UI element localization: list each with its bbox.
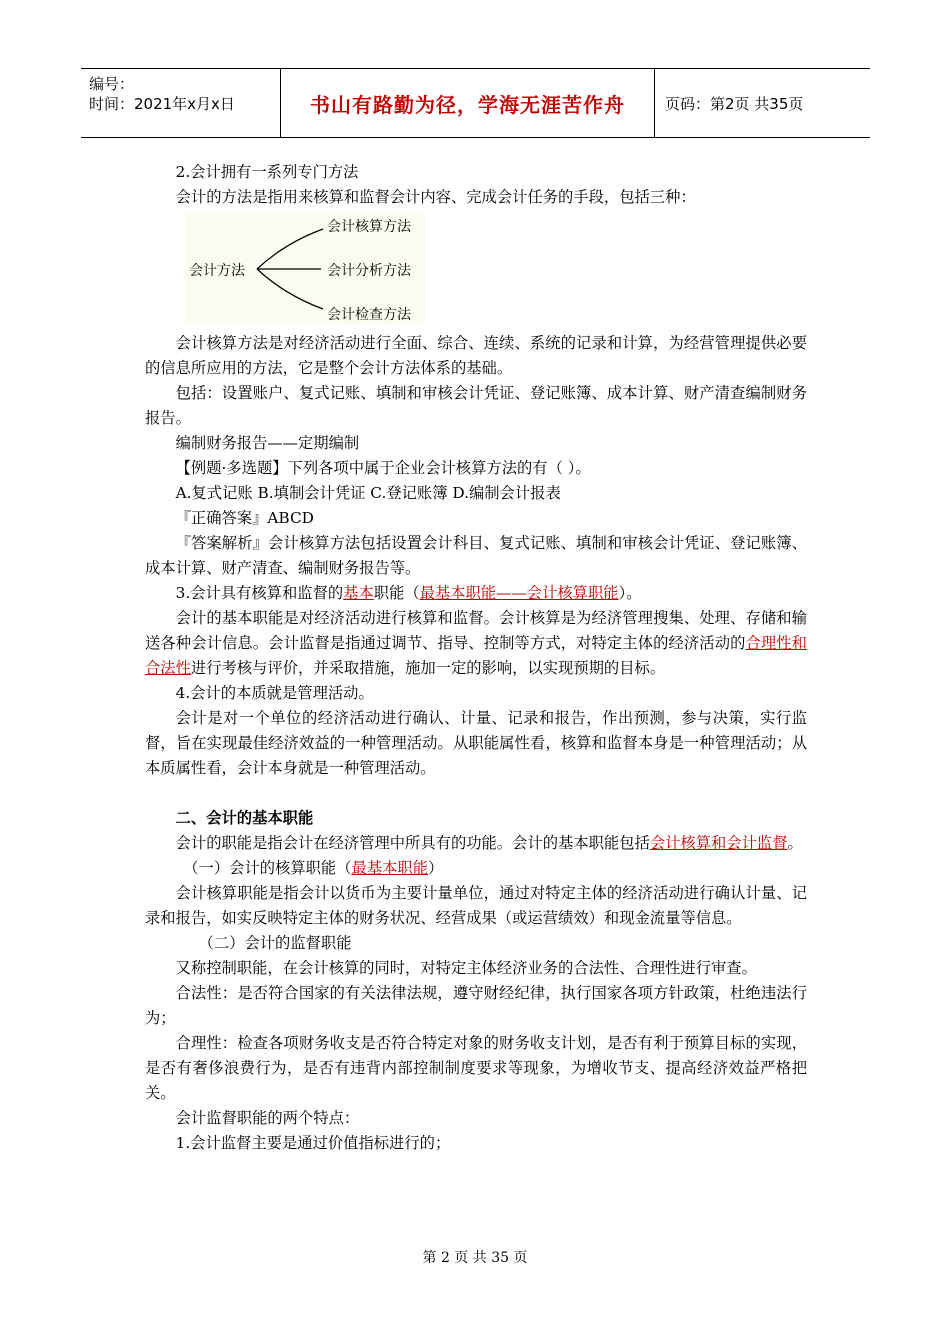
motto: 书山有路勤为径，学海无涯苦作舟: [310, 92, 625, 117]
paragraph: 包括：设置账户、复式记账、填制和审核会计凭证、登记账簿、成本计算、财产清查编制财务报告。: [145, 384, 807, 427]
text-run: 会计的基本职能是对经济活动进行核算和监督。会计核算是为经济管理搜集、处理、存储和输送各种会计信息。会计监督是指通过调节、指导、控制等方式，对特定主体的经济活动的: [145, 609, 807, 652]
paragraph: 4.会计的本质就是管理活动。: [175, 684, 374, 702]
paragraph: 合法性：是否符合国家的有关法律法规，遵守财经纪律，执行国家各项方针政策，杜绝违法行为；: [145, 984, 807, 1027]
paragraph: 编制财务报告——定期编制: [175, 434, 360, 452]
header-motto-cell: [281, 69, 655, 137]
subheading: （二）会计的监督职能: [198, 934, 352, 952]
header-left-cell: [81, 69, 281, 137]
subheading: [145, 856, 807, 881]
highlight-text: 会计核算和会计监督: [649, 834, 788, 852]
paragraph: 会计核算职能是指会计以货币为主要计量单位，通过对特定主体的经济活动进行确认计量、记录和报告，如实反映特定主体的财务状况、经营成果（或运营绩效）和现金流量等信息。: [145, 884, 807, 927]
highlight-text: 合理性和合法性: [145, 634, 807, 677]
document-body: [145, 160, 807, 1156]
paragraph: [145, 581, 807, 606]
paragraph: 会计核算方法是对经济活动进行全面、综合、连续、系统的记录和计算，为经营管理提供必要的信息所应用的方法，它是整个会计方法体系的基础。: [145, 334, 807, 377]
diagram-root: 会计方法: [189, 263, 245, 279]
spacer: [145, 781, 807, 806]
page-footer: 第 2 页 共 35 页: [422, 1250, 528, 1266]
paragraph: 会计监督职能的两个特点：: [175, 1109, 360, 1127]
accounting-methods-diagram: [185, 213, 807, 325]
paragraph: [145, 831, 807, 856]
paragraph: 『答案解析』会计核算方法包括设置会计科目、复式记账、填制和审核会计凭证、登记账簿、成本计算、财产清查、编制财务报告等。: [145, 534, 807, 577]
text-run: 会计的职能是指会计在经济管理中所具有的功能。会计的基本职能包括: [175, 834, 650, 852]
text-run: 3.会计具有核算和监督的: [175, 584, 344, 602]
paragraph: 2.会计拥有一系列专门方法: [175, 163, 359, 181]
paragraph: [145, 606, 807, 681]
page-indicator: 页码：第2页 共35页: [665, 94, 804, 113]
text-run: 进行考核与评价，并采取措施，施加一定的影响，以实现预期的目标。: [190, 659, 666, 677]
text-run: ）。: [618, 584, 642, 602]
page-header: [81, 68, 870, 138]
paragraph: 合理性：检查各项财务收支是否符合特定对象的财务收支计划，是否有利于预算目标的实现，是否有奢侈浪费行为，是否有违背内部控制制度要求等现象，为增收节支、提高经济效益严格把关。: [145, 1034, 807, 1102]
date-label: 时间：2021年x月x日: [89, 95, 235, 113]
number-label: 编号：: [89, 75, 135, 93]
diagram-branch: 会计核算方法: [327, 219, 411, 235]
diagram-branch: 会计检查方法: [327, 307, 411, 323]
text-run: （一）会计的核算职能（: [183, 859, 352, 877]
highlight-text: 最基本职能——会计核算职能: [419, 584, 619, 602]
header-page-cell: [655, 69, 870, 137]
highlight-text: 最基本职能: [351, 859, 429, 877]
paragraph: 会计是对一个单位的经济活动进行确认、计量、记录和报告，作出预测，参与决策，实行监督，旨在实现最佳经济效益的一种管理活动。从职能属性看，核算和监督本身是一种管理活动；从本质属性看，会计本身就是一种管理活动。: [145, 709, 807, 777]
paragraph: 『正确答案』ABCD: [175, 509, 314, 527]
diagram-branch: 会计分析方法: [327, 263, 411, 279]
text-run: ）: [428, 859, 444, 877]
diagram-svg: [185, 213, 425, 325]
section-heading: 二、会计的基本职能: [175, 809, 314, 827]
paragraph: 又称控制职能，在会计核算的同时，对特定主体经济业务的合法性、合理性进行审查。: [175, 959, 757, 977]
text-run: 。: [787, 834, 803, 852]
paragraph: 【例题·多选题】下列各项中属于企业会计核算方法的有（ ）。: [175, 459, 591, 477]
paragraph: A.复式记账 B.填制会计凭证 C.登记账簿 D.编制会计报表: [175, 484, 561, 502]
highlight-text: 基本: [343, 584, 374, 602]
paragraph: 会计的方法是指用来核算和监督会计内容、完成会计任务的手段，包括三种：: [175, 188, 696, 206]
paragraph: 1.会计监督主要是通过价值指标进行的；: [175, 1134, 451, 1152]
text-run: 职能（: [373, 584, 420, 602]
